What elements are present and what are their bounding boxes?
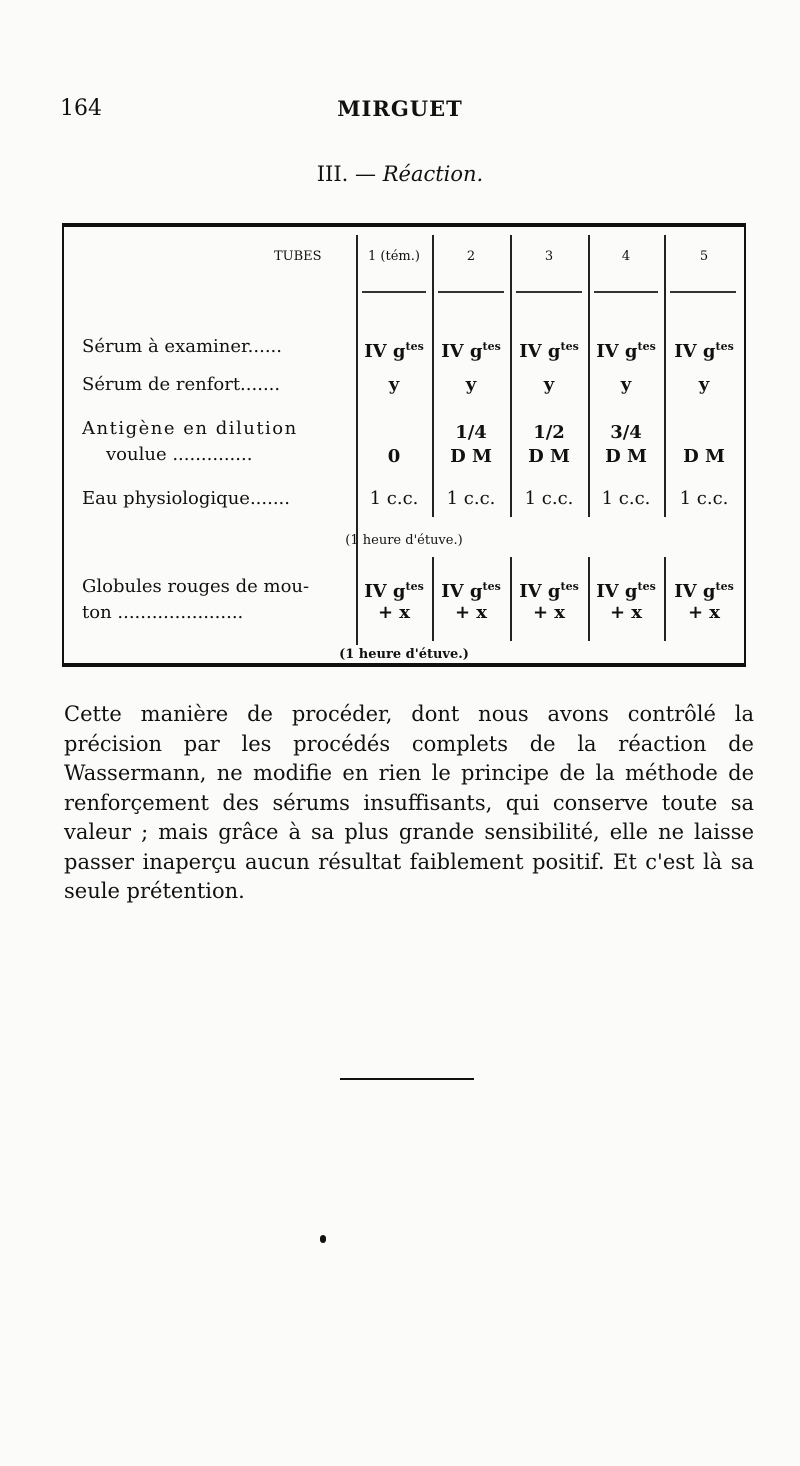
column-header: 4 <box>621 249 631 264</box>
unit-sup: tes <box>637 580 656 593</box>
row-label-renfort: Sérum de renfort....... <box>82 374 281 395</box>
unit-sup: tes <box>405 340 424 353</box>
closing-rule <box>340 1078 474 1080</box>
unit: g <box>624 581 638 602</box>
column-header: 3 <box>544 249 554 264</box>
column-header: 5 <box>699 249 709 264</box>
row-label-globules: Globules rouges de mou- <box>82 576 310 597</box>
section-number: III. — <box>316 162 377 186</box>
row-label-antigene-cont: voulue .............. <box>106 444 253 465</box>
cell-serum <box>356 335 432 364</box>
cell-renfort: y <box>698 374 710 395</box>
etuve-note: (1 heure d'étuve.) <box>339 647 469 662</box>
cell-antigene: D M <box>528 446 570 467</box>
cell-eau: 1 c.c. <box>601 488 651 509</box>
cell-globules <box>510 575 588 604</box>
value: IV <box>441 341 464 362</box>
cell-serum <box>664 335 744 364</box>
cell-globules-plus: + x <box>609 602 643 623</box>
unit: g <box>702 341 716 362</box>
cell-antigene-dilution: 1/2 <box>533 422 565 443</box>
section-heading <box>0 162 800 186</box>
cell-serum <box>510 335 588 364</box>
unit: g <box>469 581 483 602</box>
column-header: 1 (tém.) <box>368 249 420 264</box>
column-header: 2 <box>466 249 476 264</box>
header-underline <box>362 291 426 293</box>
cell-renfort: y <box>388 374 400 395</box>
unit-sup: tes <box>560 340 579 353</box>
cell-antigene: D M <box>450 446 492 467</box>
body-paragraph: Cette manière de procéder, dont nous avons contrôlé la précision par les procédés complets de la réaction de Wassermann, ne modifie en rien le principe de la méthode de renforçement des sérums insuffisants, qui conserve toute sa valeur ; mais grâce à sa plus grande sensibilité, elle ne laisse passer inaperçu aucun résultat faiblement positif. Et c'est là sa seule prétention. <box>64 702 754 903</box>
header-underline <box>670 291 736 293</box>
unit: g <box>624 341 638 362</box>
unit-sup: tes <box>715 580 734 593</box>
cell-eau: 1 c.c. <box>524 488 574 509</box>
unit-sup: tes <box>482 580 501 593</box>
cell-serum <box>432 335 510 364</box>
unit: g <box>469 341 483 362</box>
cell-globules-plus: + x <box>377 602 411 623</box>
value: IV <box>674 581 697 602</box>
tubes-header: TUBES <box>274 249 322 264</box>
unit-sup: tes <box>637 340 656 353</box>
row-label-eau: Eau physiologique....... <box>82 488 290 509</box>
unit: g <box>392 581 406 602</box>
value: IV <box>364 581 387 602</box>
cell-globules <box>664 575 744 604</box>
unit: g <box>702 581 716 602</box>
value: IV <box>441 581 464 602</box>
unit: g <box>392 341 406 362</box>
section-title: Réaction. <box>382 162 484 186</box>
unit-sup: tes <box>715 340 734 353</box>
value: IV <box>519 341 542 362</box>
cell-eau: 1 c.c. <box>446 488 496 509</box>
header-underline <box>594 291 658 293</box>
cell-serum <box>588 335 664 364</box>
cell-globules <box>432 575 510 604</box>
reaction-table <box>62 223 746 667</box>
running-title: MIRGUET <box>337 96 463 121</box>
cell-globules <box>588 575 664 604</box>
header-underline <box>438 291 504 293</box>
value: IV <box>674 341 697 362</box>
cell-antigene-dilution: 3/4 <box>610 422 642 443</box>
cell-globules-plus: + x <box>687 602 721 623</box>
cell-globules-plus: + x <box>454 602 488 623</box>
cell-antigene-dilution: 1/4 <box>455 422 487 443</box>
ink-dot <box>320 1235 326 1243</box>
unit-sup: tes <box>482 340 501 353</box>
value: IV <box>596 581 619 602</box>
value: IV <box>596 341 619 362</box>
page-number: 164 <box>60 96 102 121</box>
cell-renfort: y <box>620 374 632 395</box>
cell-globules-plus: + x <box>532 602 566 623</box>
unit-sup: tes <box>560 580 579 593</box>
row-label-antigene: Antigène en dilution <box>82 418 298 439</box>
cell-antigene: D M <box>605 446 647 467</box>
row-label-globules-cont: ton ...................... <box>82 602 244 623</box>
unit: g <box>547 581 561 602</box>
cell-renfort: y <box>543 374 555 395</box>
cell-eau: 1 c.c. <box>679 488 729 509</box>
row-label-serum: Sérum à examiner...... <box>82 336 282 357</box>
cell-eau: 1 c.c. <box>369 488 419 509</box>
cell-antigene: 0 <box>387 446 401 467</box>
cell-antigene: D M <box>683 446 725 467</box>
unit: g <box>547 341 561 362</box>
header-underline <box>516 291 582 293</box>
cell-renfort: y <box>465 374 477 395</box>
etuve-note: (1 heure d'étuve.) <box>345 533 463 548</box>
unit-sup: tes <box>405 580 424 593</box>
cell-globules <box>356 575 432 604</box>
value: IV <box>519 581 542 602</box>
value: IV <box>364 341 387 362</box>
